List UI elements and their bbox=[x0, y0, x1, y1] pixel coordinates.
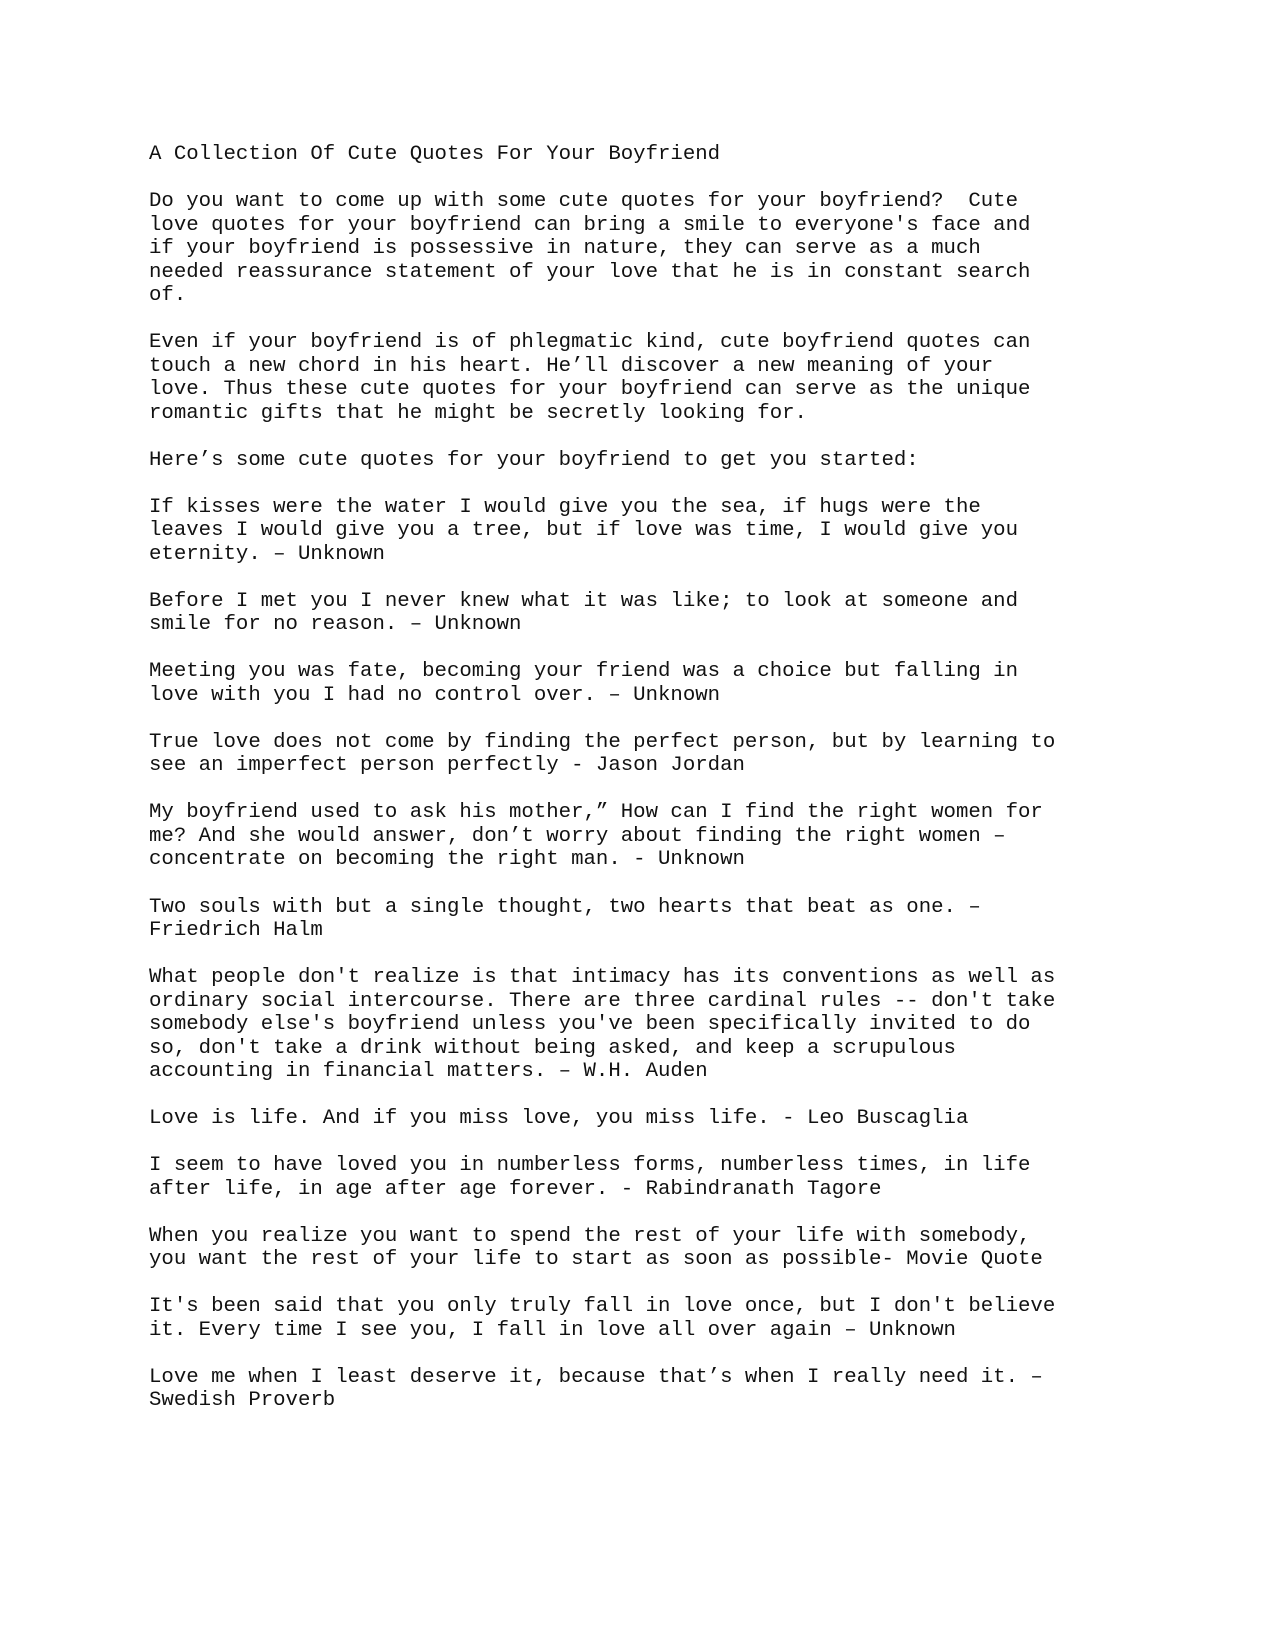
text-line: somebody else's boyfriend unless you've been specifically invited to do bbox=[149, 1013, 1031, 1037]
text-line: love with you I had no control over. – Unknown bbox=[149, 683, 721, 707]
text-line: me? And she would answer, don’t worry about finding the right women – bbox=[149, 824, 1006, 848]
document-title bbox=[149, 143, 1149, 167]
text-line: Before I met you I never knew what it was like; to look at someone and bbox=[149, 589, 1019, 613]
text-line: you want the rest of your life to start as soon as possible- Movie Quote bbox=[149, 1248, 1043, 1272]
text-line: Swedish Proverb bbox=[149, 1389, 336, 1413]
quote-paragraph bbox=[149, 496, 1149, 567]
text-line: Two souls with but a single thought, two hearts that beat as one. – bbox=[149, 895, 981, 919]
quote-paragraph bbox=[149, 801, 1149, 872]
text-line: so, don't take a drink without being asked, and keep a scrupulous bbox=[149, 1036, 956, 1060]
title-line: A Collection Of Cute Quotes For Your Boyfriend bbox=[149, 143, 721, 166]
intro-paragraph bbox=[149, 190, 1149, 308]
text-line: When you realize you want to spend the rest of your life with somebody, bbox=[149, 1224, 1031, 1248]
quote-paragraph bbox=[149, 1225, 1149, 1272]
text-line: Friedrich Halm bbox=[149, 919, 323, 943]
text-line: It's been said that you only truly fall in love once, but I don't believe bbox=[149, 1295, 1056, 1319]
text-line: My boyfriend used to ask his mother,” How can I find the right women for bbox=[149, 801, 1043, 825]
document-body bbox=[149, 143, 1149, 1436]
quote-paragraph bbox=[149, 660, 1149, 707]
text-line: True love does not come by finding the perfect person, but by learning to bbox=[149, 730, 1056, 754]
paragraph-list bbox=[149, 190, 1149, 1413]
text-line: I seem to have loved you in numberless forms, numberless times, in life bbox=[149, 1154, 1031, 1178]
text-line: What people don't realize is that intimacy has its conventions as well as bbox=[149, 966, 1056, 990]
text-line: smile for no reason. – Unknown bbox=[149, 613, 522, 637]
quote-paragraph bbox=[149, 590, 1149, 637]
quote-paragraph bbox=[149, 1295, 1149, 1342]
text-line: ordinary social intercourse. There are three cardinal rules -- don't take bbox=[149, 989, 1056, 1013]
text-line: accounting in financial matters. – W.H. Auden bbox=[149, 1060, 708, 1084]
intro-paragraph bbox=[149, 449, 1149, 473]
text-line: Meeting you was fate, becoming your friend was a choice but falling in bbox=[149, 660, 1019, 684]
quote-paragraph bbox=[149, 1107, 1149, 1131]
quote-paragraph bbox=[149, 966, 1149, 1084]
quote-paragraph bbox=[149, 1366, 1149, 1413]
text-line: Even if your boyfriend is of phlegmatic kind, cute boyfriend quotes can bbox=[149, 331, 1031, 355]
text-line: Love is life. And if you miss love, you miss life. - Leo Buscaglia bbox=[149, 1107, 969, 1131]
text-line: love. Thus these cute quotes for your boyfriend can serve as the unique bbox=[149, 378, 1031, 402]
intro-paragraph bbox=[149, 331, 1149, 425]
text-line: it. Every time I see you, I fall in love all over again – Unknown bbox=[149, 1318, 956, 1342]
quote-paragraph bbox=[149, 731, 1149, 778]
text-line: concentrate on becoming the right man. - Unknown bbox=[149, 848, 745, 872]
text-line: if your boyfriend is possessive in nature, they can serve as a much bbox=[149, 237, 981, 261]
text-line: needed reassurance statement of your love that he is in constant search bbox=[149, 260, 1031, 284]
quote-paragraph bbox=[149, 896, 1149, 943]
text-line: see an imperfect person perfectly - Jason Jordan bbox=[149, 754, 745, 778]
text-line: of. bbox=[149, 284, 187, 308]
text-line: Do you want to come up with some cute quotes for your boyfriend? Cute bbox=[149, 190, 1019, 214]
text-line: Here’s some cute quotes for your boyfriend to get you started: bbox=[149, 448, 919, 472]
text-line: touch a new chord in his heart. He’ll discover a new meaning of your bbox=[149, 354, 994, 378]
text-line: leaves I would give you a tree, but if love was time, I would give you bbox=[149, 519, 1019, 543]
text-line: Love me when I least deserve it, because that’s when I really need it. – bbox=[149, 1365, 1043, 1389]
text-line: eternity. – Unknown bbox=[149, 542, 385, 566]
text-line: romantic gifts that he might be secretly looking for. bbox=[149, 401, 807, 425]
text-line: love quotes for your boyfriend can bring a smile to everyone's face and bbox=[149, 213, 1031, 237]
quote-paragraph bbox=[149, 1154, 1149, 1201]
text-line: If kisses were the water I would give you the sea, if hugs were the bbox=[149, 495, 981, 519]
text-line: after life, in age after age forever. - Rabindranath Tagore bbox=[149, 1177, 882, 1201]
